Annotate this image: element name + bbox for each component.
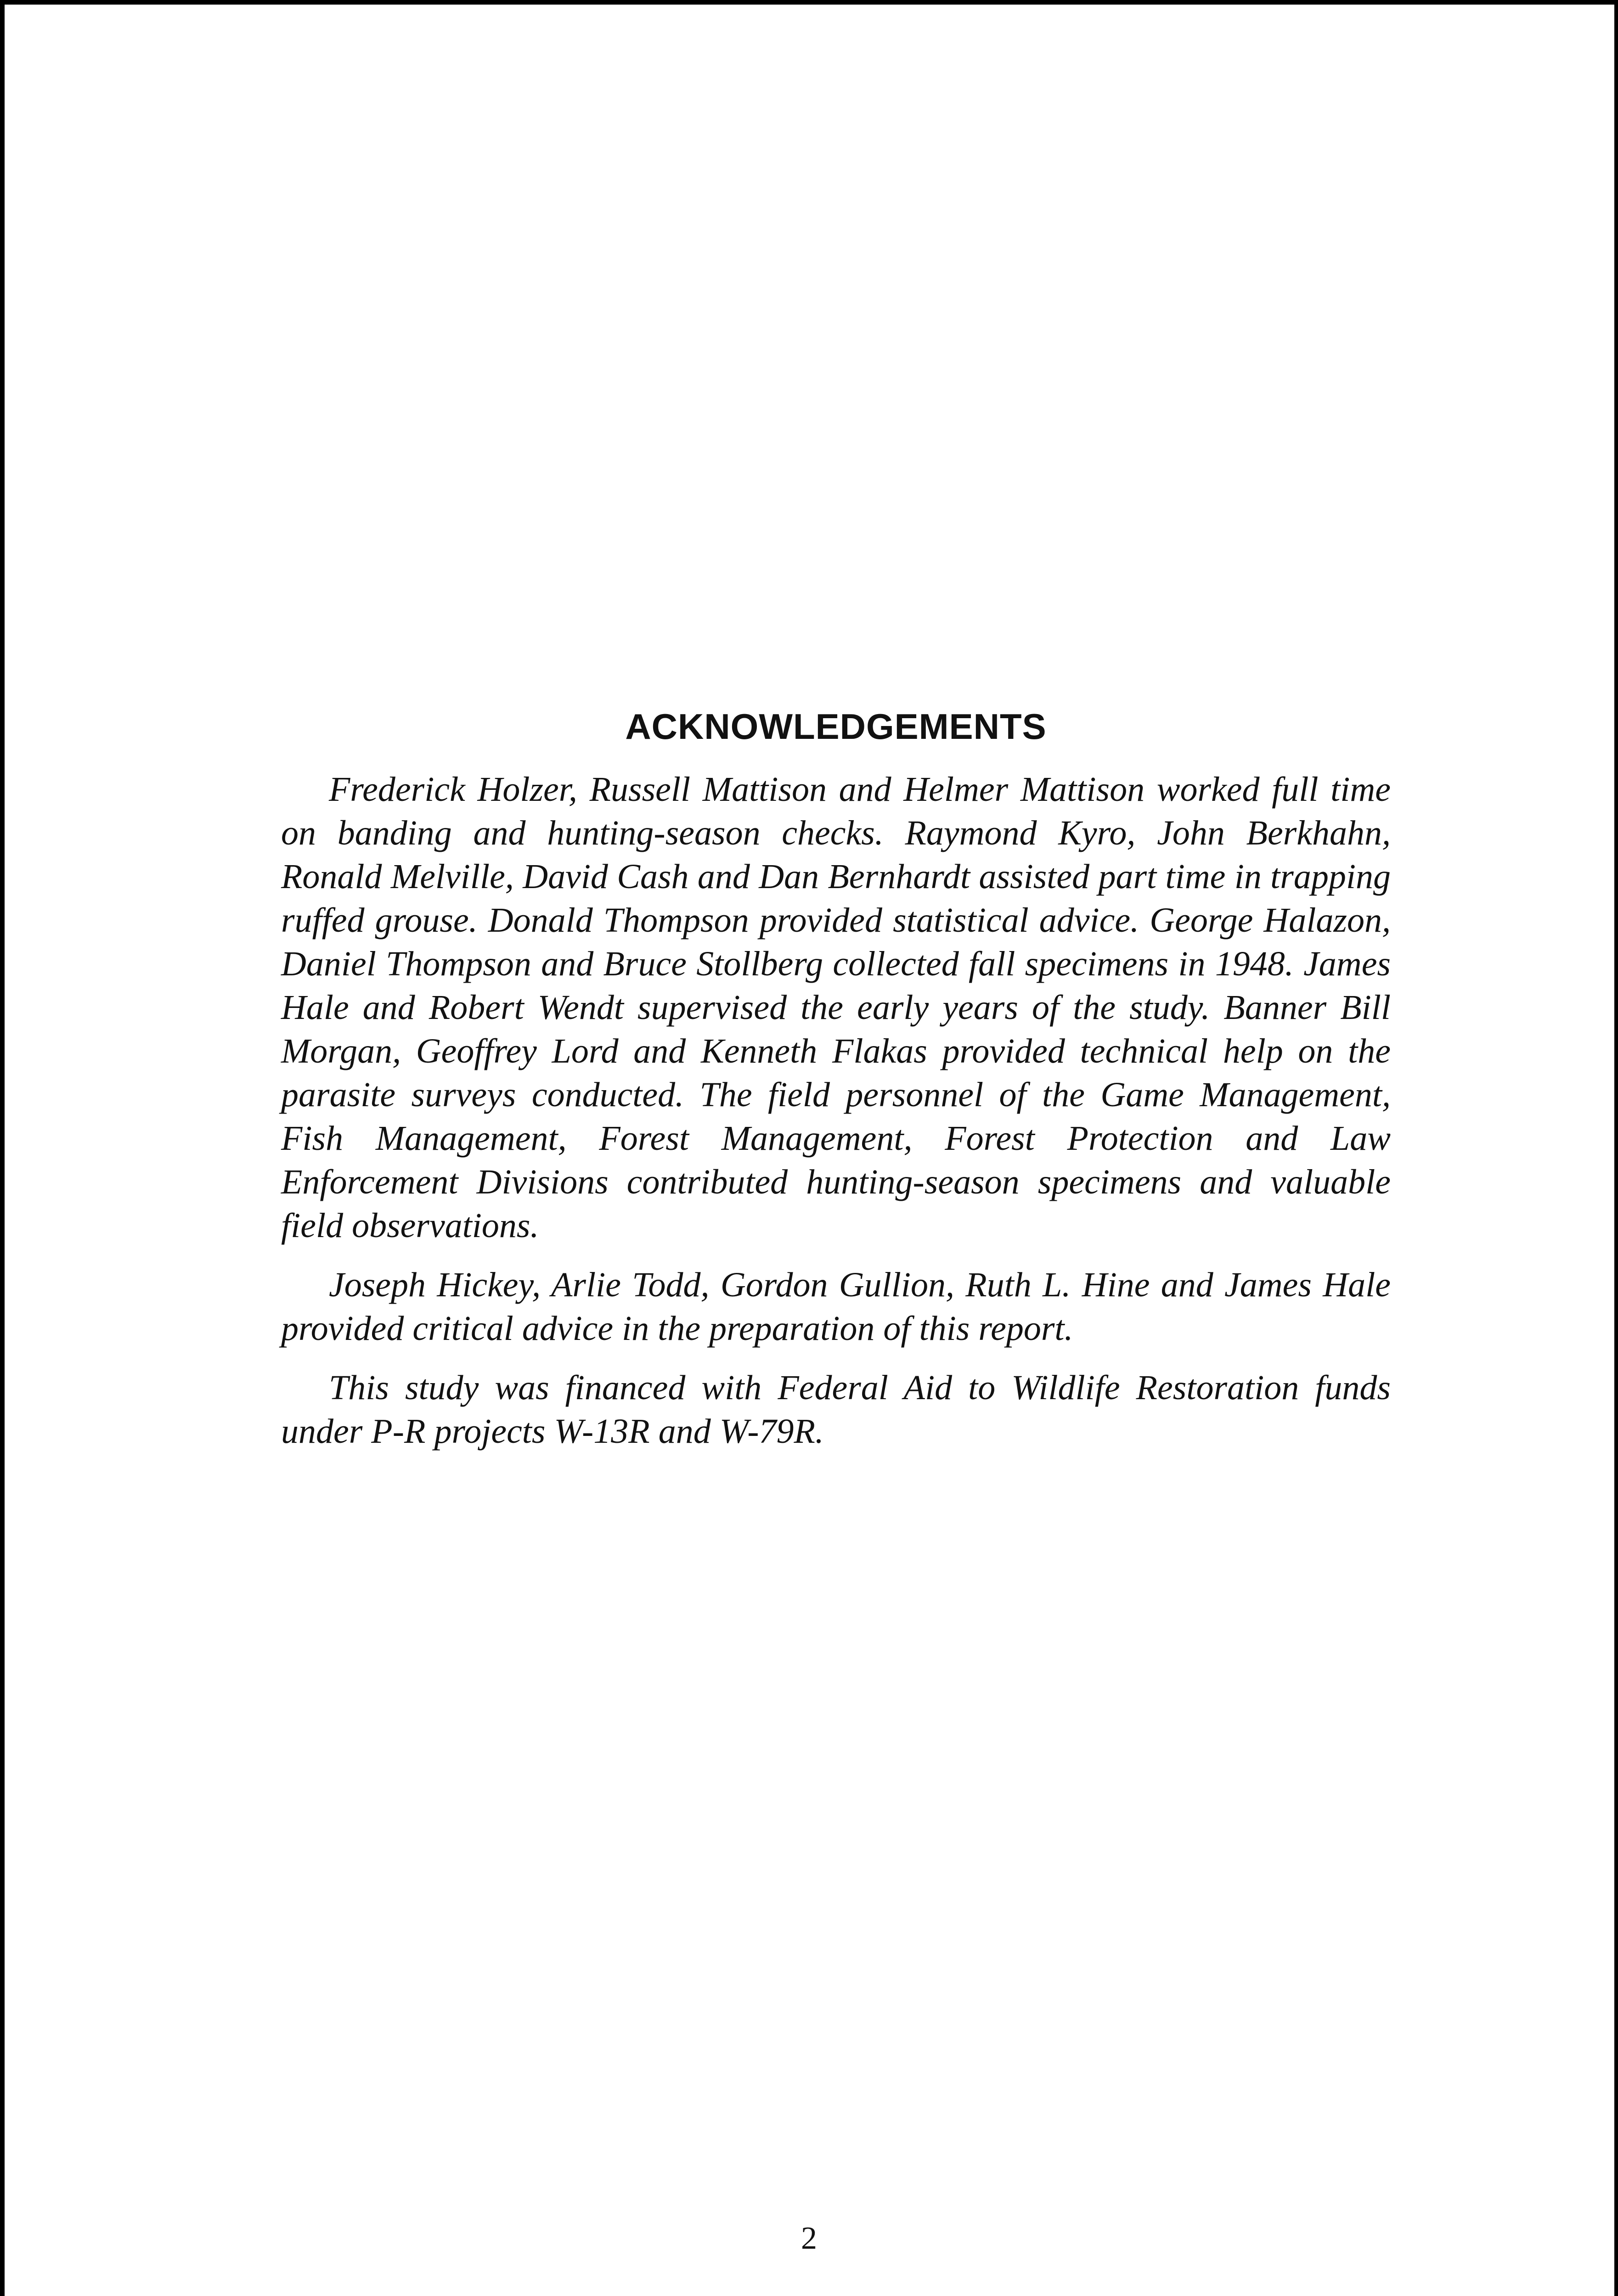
page-number: 2: [801, 2221, 817, 2256]
acknowledgements-section: [281, 707, 1391, 1469]
page-heading: ACKNOWLEDGEMENTS: [625, 706, 1047, 747]
paragraph-funding: This study was financed with Federal Aid to Wildlife Restoration funds under P-R projects W-13R and W-79R.: [281, 1368, 1391, 1451]
paragraph-advisors: Joseph Hickey, Arlie Todd, Gordon Gullion, Ruth L. Hine and James Hale provided critical advice in the preparation of this report.: [281, 1265, 1391, 1348]
paragraph-staff: Frederick Holzer, Russell Mattison and Helmer Mattison worked full time on banding and hunting-season checks. Raymond Kyro, John Berkhahn, Ronald Melville, David Cash and Dan Bernhardt assisted part time in trapping ruffed grouse. Donald Thompson provided statistical advice. George Halazon, Daniel Thompson and Bruce Stollberg collected fall specimens in 1948. James Hale and Robert Wendt supervised the early years of the study. Banner Bill Morgan, Geoffrey Lord and Kenneth Flakas provided technical help on the parasite surveys conducted. The field personnel of the Game Management, Fish Management, Forest Management, Forest Protection and Law Enforcement Divisions contributed hunting-season specimens and valuable field observations.: [281, 770, 1391, 1245]
